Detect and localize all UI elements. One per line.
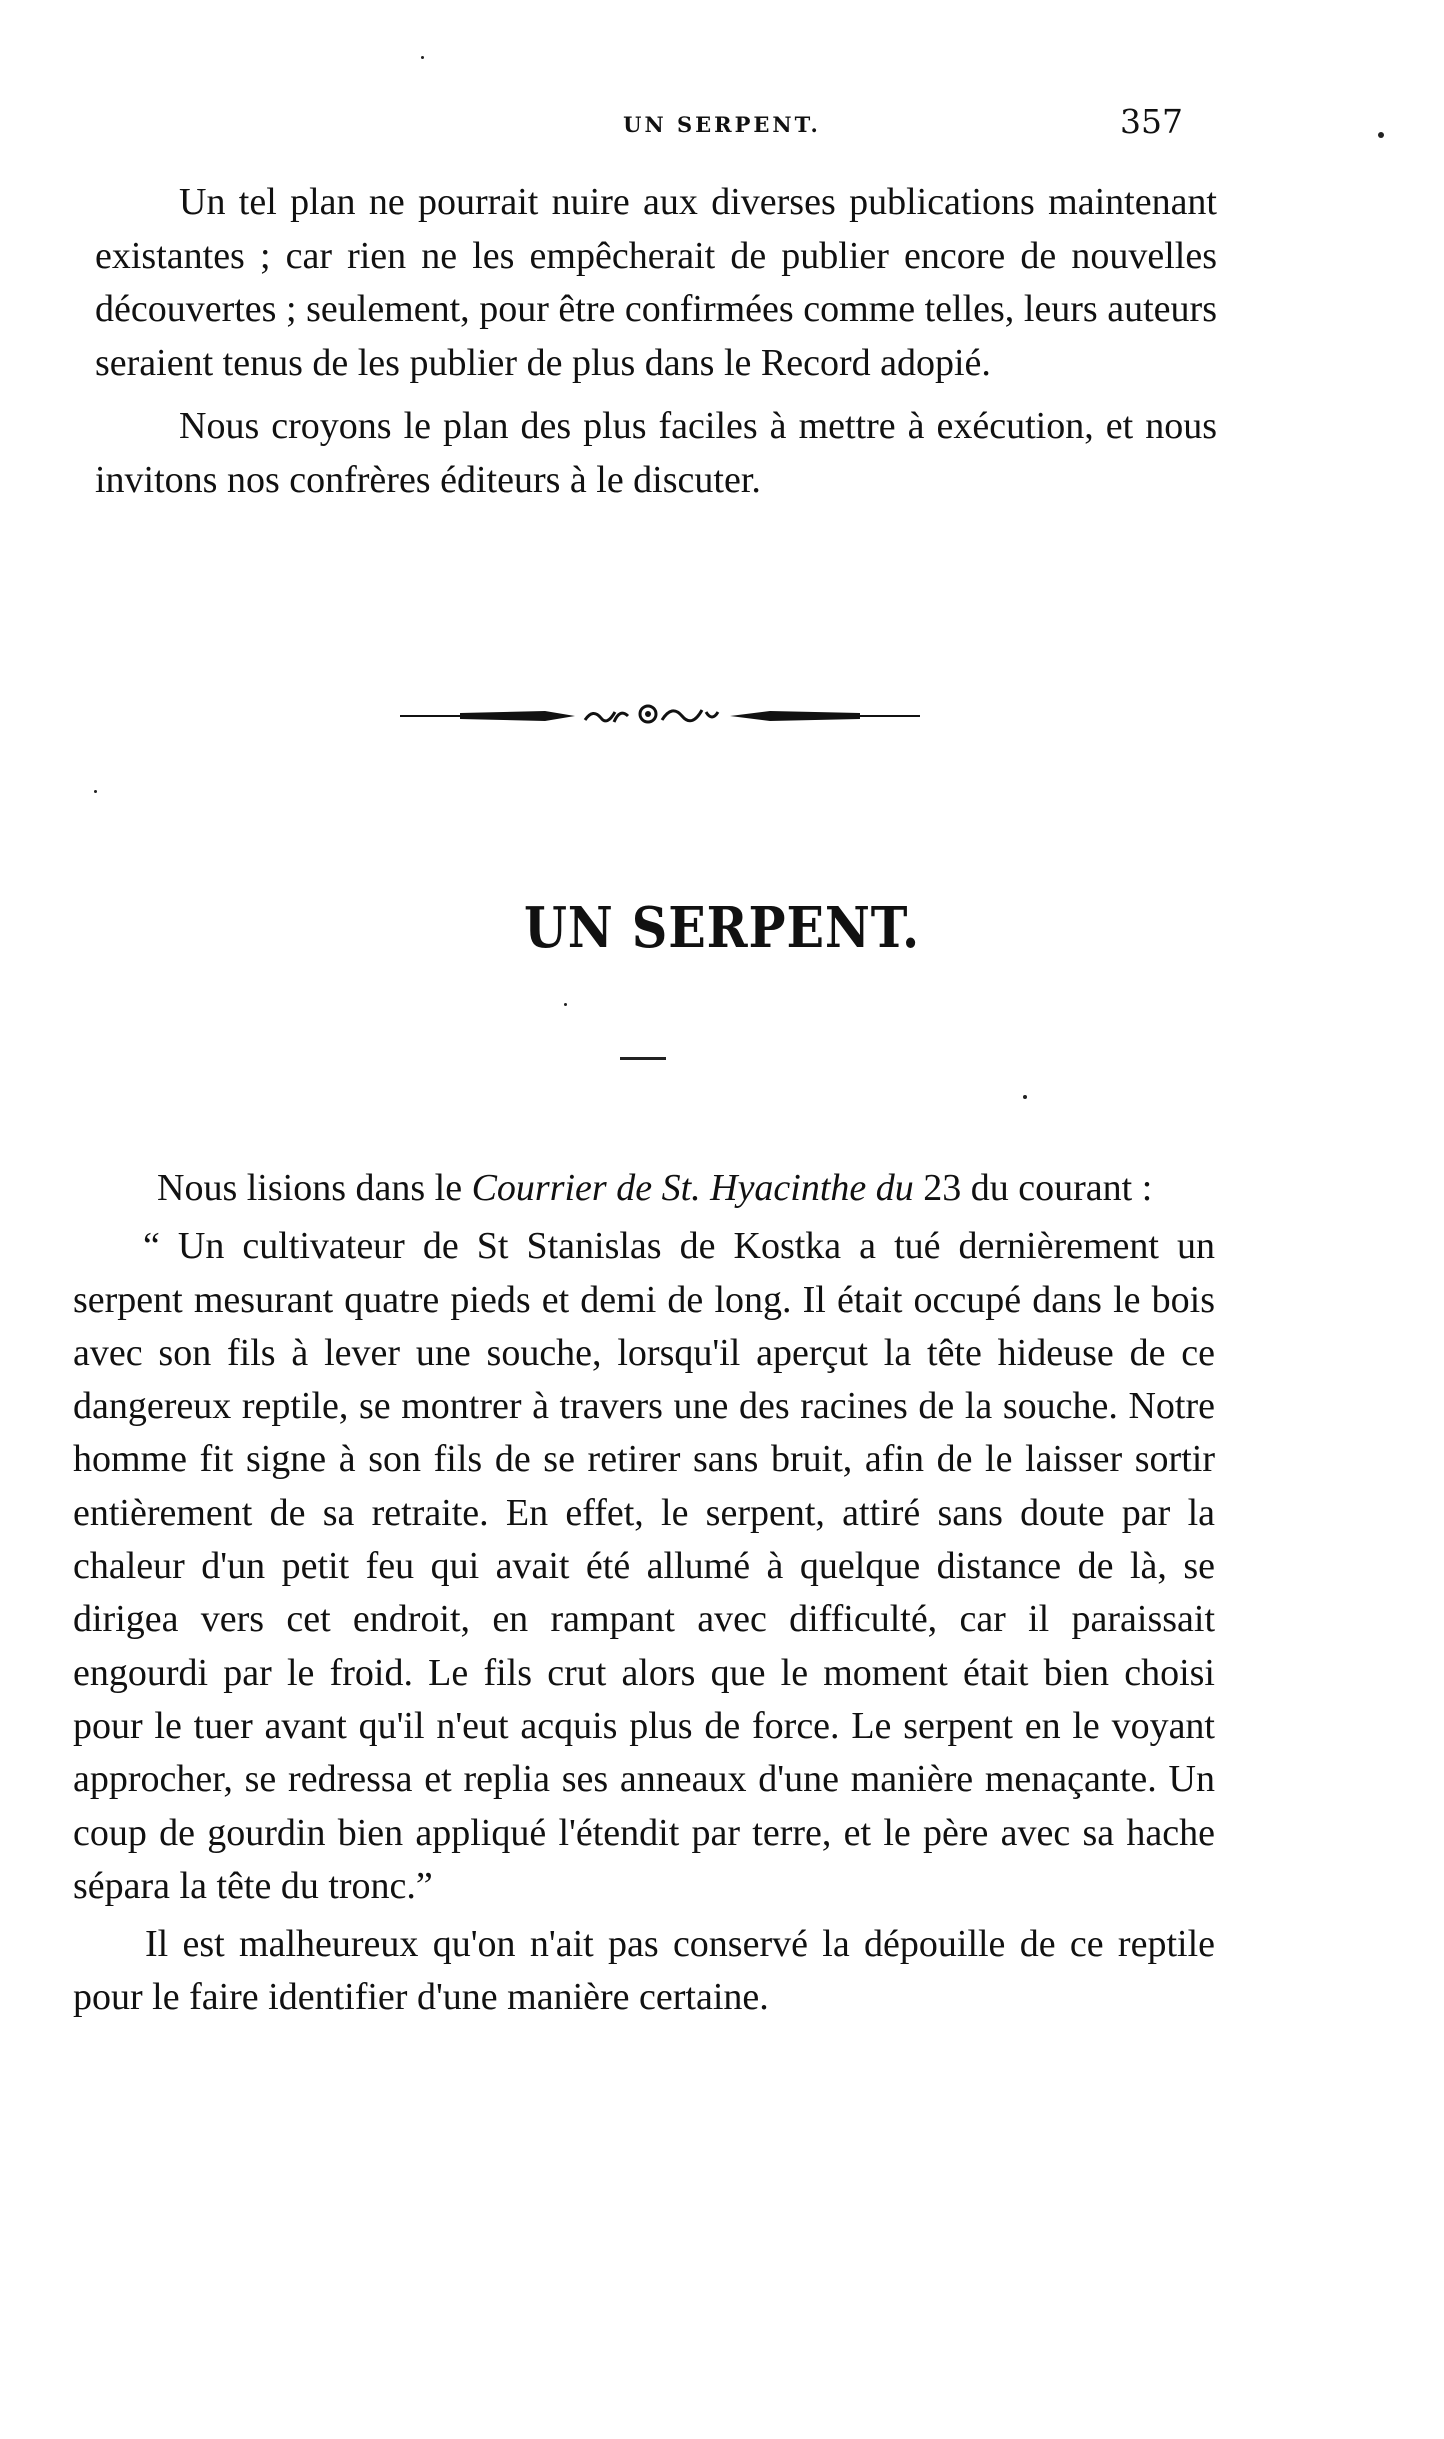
running-head: UN SERPENT. — [623, 112, 821, 137]
intro-text — [95, 176, 1217, 507]
print-speck — [94, 790, 97, 793]
source-title: Courrier de St. Hyacinthe du — [471, 1167, 914, 1209]
quoted-paragraph: “ Un cultivateur de St Stanislas de Kostka a tué dernièrement un serpent mesurant quatre pieds et demi de long. Il était occupé dans le bois avec son fils à lever une souche, lorsqu'il aperçut la tête hideuse de ce dangereux reptile, se montrer à travers une des racines de la souche. Notre homme fit signe à son fils de se retirer sans bruit, afin de le laisser sortir entièrement de sa retraite. En effet, le serpent, attiré sans doute par la chaleur d'un petit feu qui avait été allumé à quelque distance de là, se dirigea vers cet endroit, en rampant avec difficulté, car il paraissait engourdi par le froid. Le fils crut alors que le moment était bien choisi pour le tuer avant qu'il n'eut acquis plus de force. Le serpent en le voyant approcher, se redressa et replia ses anneaux d'une manière menaçante. Un coup de gourdin bien appliqué l'étendit par terre, et le père avec sa hache sépara la tête du tronc.” — [73, 1225, 1215, 1907]
lead-paragraph — [73, 1162, 1215, 1215]
print-speck — [1023, 1095, 1027, 1099]
lead-text-end: 23 du courant : — [913, 1167, 1153, 1209]
title-rule — [620, 1057, 666, 1060]
print-speck — [421, 56, 424, 59]
lead-text: Nous lisions dans le — [157, 1167, 472, 1209]
intro-paragraph: Nous croyons le plan des plus faciles à mettre à exécution, et nous invitons nos confrères éditeurs à le discuter. — [95, 405, 1217, 501]
ornamental-rule — [400, 696, 920, 736]
page-number: 357 — [1120, 102, 1183, 141]
article-body — [73, 1162, 1215, 2025]
print-speck — [564, 1003, 567, 1006]
article-title: UN SERPENT. — [523, 895, 921, 961]
print-speck — [1378, 132, 1384, 138]
intro-paragraph: Un tel plan ne pourrait nuire aux diverses publications maintenant existantes ; car rien ne les empêcherait de publier encore de nouvelles découvertes ; seulement, pour être confirmées comme telles, leurs auteurs seraient tenus de les publier de plus dans le Record adopié. — [95, 181, 1217, 384]
closing-paragraph: Il est malheureux qu'on n'ait pas conservé la dépouille de ce reptile pour le faire identifier d'une manière certaine. — [73, 1923, 1215, 2019]
